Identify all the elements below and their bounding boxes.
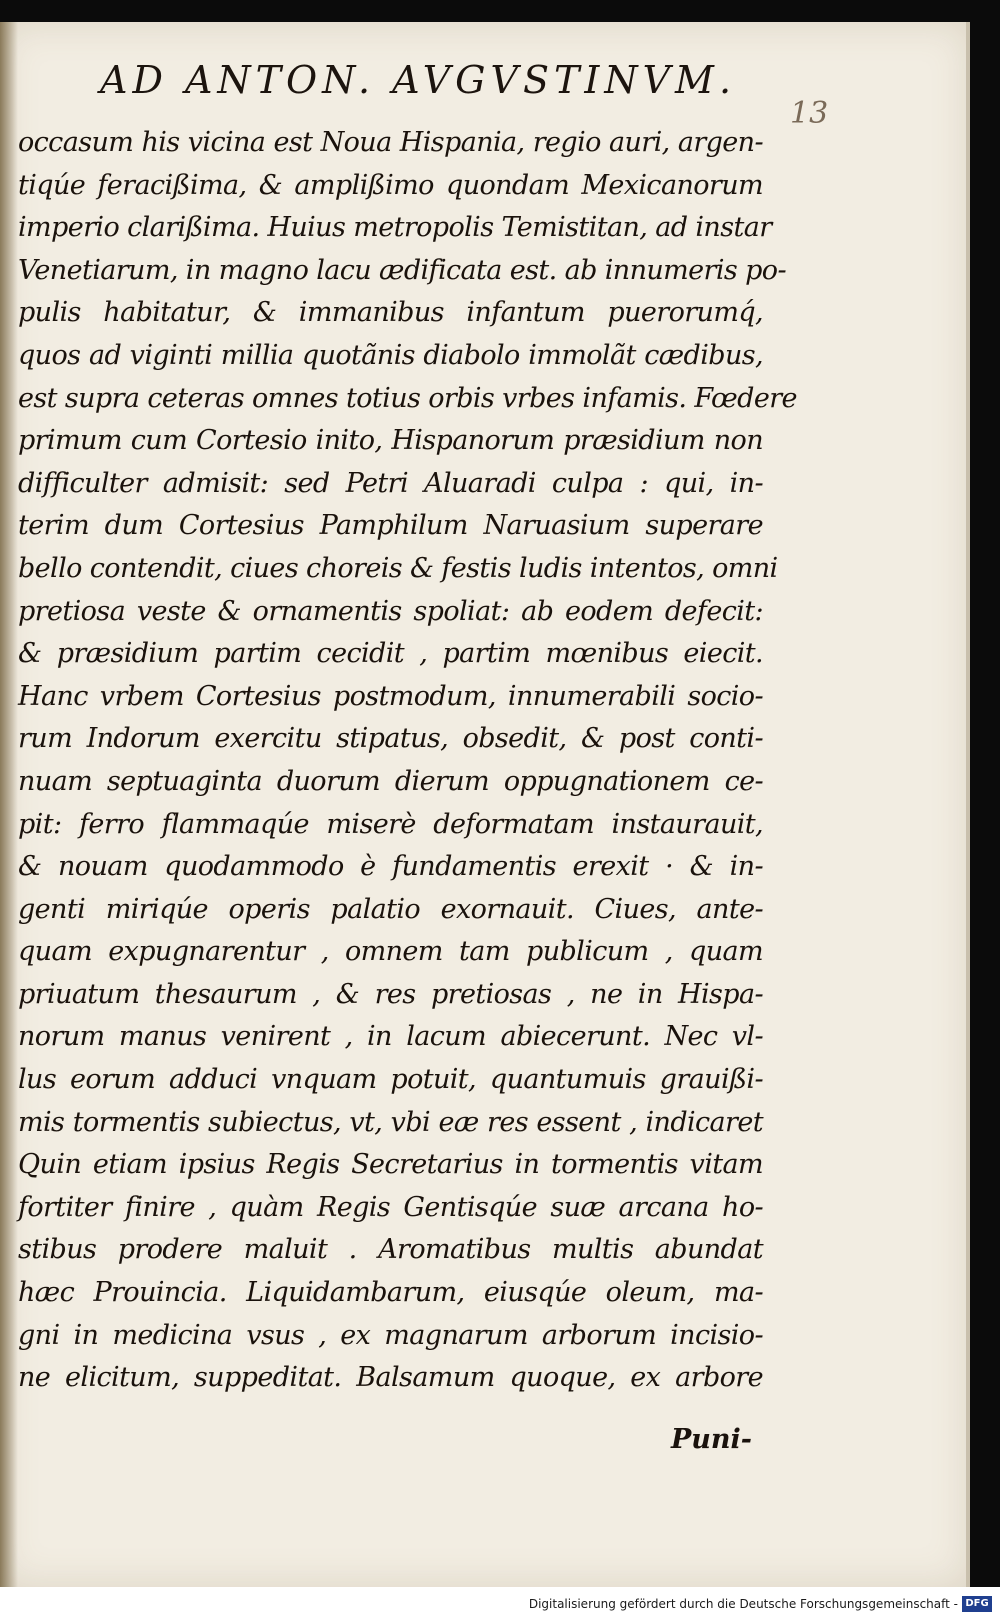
text-line: ne elicitum, suppeditat. Balsamum quoque, ex arbore (18, 1362, 763, 1394)
text-line: Hanc vrbem Cortesius postmodum, innumerabili socio- (18, 680, 763, 712)
text-line: fortiter finire , quàm Regis Gentisqúe suæ arcana ho- (18, 1191, 763, 1223)
text-line: difficulter admisit: sed Petri Aluaradi culpa : qui, in- (18, 467, 763, 499)
text-line: pulis habitatur, & immanibus infantum puerorumq́, (18, 297, 763, 329)
text-line: pit: ferro flammaqúe miserè deformatam instaurauit, (18, 808, 763, 840)
text-line: lus eorum adduci vnquam potuit, quantumuis grauißi- (18, 1064, 763, 1096)
text-line: quos ad viginti millia quotãnis diabolo immolãt cædibus, (18, 339, 763, 371)
text-line: occasum his vicina est Noua Hispania, regio auri, argen- (18, 127, 763, 158)
text-line: terim dum Cortesius Pamphilum Naruasium superare (18, 510, 763, 542)
text-line: quam expugnarentur , omnem tam publicum , quam (18, 936, 763, 968)
text-line: rum Indorum exercitu stipatus, obsedit, & post conti- (18, 723, 763, 755)
handwritten-folio-number: 13 (790, 96, 829, 131)
text-line: bello contendit, ciues choreis & festis ludis intentos, omni (18, 552, 778, 584)
text-line: hæc Prouincia. Liquidambarum, eiusqúe oleum, ma- (18, 1277, 763, 1309)
dfg-logo: DFG (962, 1596, 992, 1612)
text-line: Venetiarum, in magno lacu ædificata est. ab innumeris po- (18, 254, 786, 286)
body-text (18, 122, 797, 1400)
book-page (0, 22, 970, 1587)
text-line: tiqúe feracißima, & amplißimo quondam Mexicanorum (18, 169, 763, 201)
text-line: genti miriqúe operis palatio exornauit. Ciues, ante- (18, 893, 763, 925)
text-line: mis tormentis subiectus, vt, vbi eæ res essent , indicaret (18, 1106, 763, 1138)
catchword: Puni- (670, 1424, 752, 1455)
text-line: & præsidium partim cecidit , partim mœnibus eiecit. (18, 638, 763, 670)
text-line: priuatum thesaurum , & res pretiosas , ne in Hispa- (18, 978, 763, 1010)
text-line: & nouam quodammodo è fundamentis erexit · & in- (18, 851, 763, 883)
text-line: norum manus venirent , in lacum abiecerunt. Nec vl- (18, 1021, 763, 1053)
page-edge (966, 22, 970, 1587)
text-line: primum cum Cortesio inito, Hispanorum præsidium non (18, 425, 763, 457)
text-line: Quin etiam ipsius Regis Secretarius in tormentis vitam (18, 1149, 763, 1181)
text-line: imperio clarißima. Huius metropolis Temistitan, ad instar (18, 212, 772, 244)
text-line: pretiosa veste & ornamentis spoliat: ab eodem defecit: (18, 595, 763, 627)
running-head: AD ANTON. AVGVSTINVM. (100, 58, 737, 102)
funding-credit: Digitalisierung gefördert durch die Deutsche Forschungsgemeinschaft - (528, 1597, 958, 1611)
text-line: est supra ceteras omnes totius orbis vrbes infamis. Fœdere (18, 382, 797, 414)
digitization-footer (0, 1587, 1000, 1621)
text-line: nuam septuaginta duorum dierum oppugnationem ce- (18, 765, 763, 797)
gutter-shadow (0, 22, 18, 1587)
text-line: gni in medicina vsus , ex magnarum arborum incisio- (18, 1319, 763, 1351)
text-line: stibus prodere maluit . Aromatibus multis abundat (18, 1234, 763, 1266)
